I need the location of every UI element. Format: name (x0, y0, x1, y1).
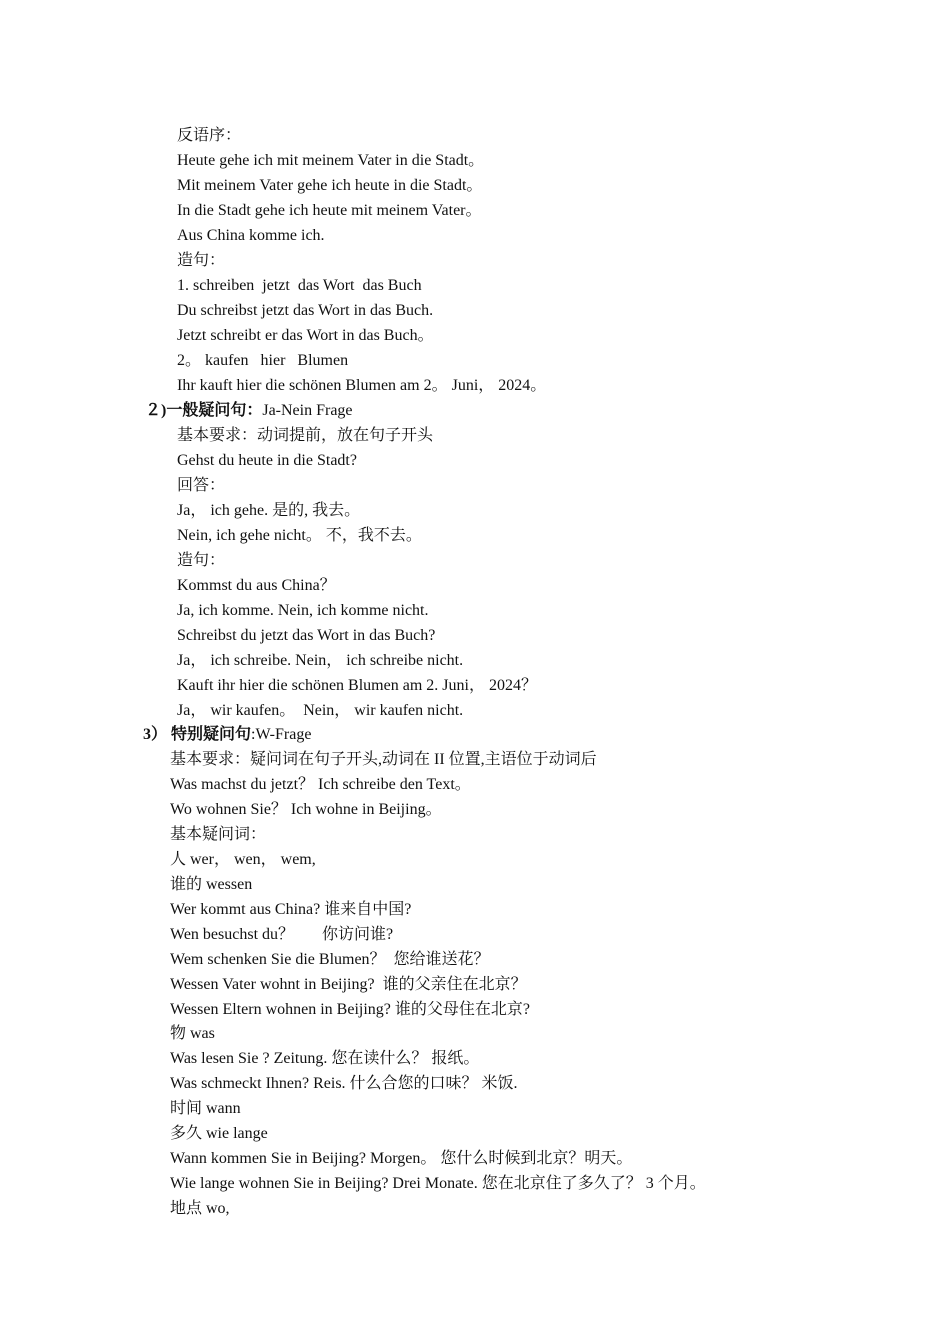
text-line: Kauft ihr hier die schönen Blumen am 2. Juni， 2024？ (177, 677, 537, 694)
text-line: Du schreibst jetzt das Wort in das Buch. (177, 302, 434, 319)
section-heading-rest: Ja-Nein Frage (262, 402, 353, 419)
text-line: 地点 wo, (170, 1200, 230, 1217)
text-line: Jetzt schreibt er das Wort in das Buch。 (177, 327, 434, 344)
text-line: Was lesen Sie ? Zeitung. 您在读什么？ 报纸。 (170, 1050, 480, 1067)
text-line: 时间 wann (170, 1100, 241, 1117)
text-line: 基本要求：动词提前，放在句子开头 (177, 427, 434, 444)
text-line: 造句： (177, 552, 226, 569)
text-line: Kommst du aus China？ (177, 577, 336, 594)
section-heading-bold: ２)一般疑问句： (145, 402, 263, 419)
text-line: Wem schenken Sie die Blumen？ 您给谁送花？ (170, 951, 490, 968)
text-line: Ja， ich gehe. 是的, 我去。 (177, 502, 361, 519)
text-line: Mit meinem Vater gehe ich heute in die Stadt。 (177, 177, 483, 194)
text-line: Was machst du jetzt？ Ich schreibe den Text。 (170, 776, 471, 793)
text-line: 谁的 wessen (170, 876, 253, 893)
text-line: Wer kommt aus China? 谁来自中国? (170, 901, 412, 918)
text-line: 多久 wie lange (170, 1125, 268, 1142)
text-line: Wen besuchst du？ 你访问谁? (170, 926, 394, 943)
text-line: Wann kommen Sie in Beijing? Morgen。 您什么时候到北京？明天。 (170, 1150, 633, 1167)
text-line: Gehst du heute in die Stadt? (177, 452, 357, 469)
text-line: Wessen Vater wohnt in Beijing? 谁的父亲住在北京？ (170, 976, 527, 993)
text-line: 基本要求：疑问词在句子开头,动词在 II 位置,主语位于动词后 (170, 751, 597, 768)
text-line: 反语序： (177, 127, 242, 144)
text-line: 人 wer， wen， wem, (170, 851, 316, 868)
text-line: Ihr kauft hier die schönen Blumen am 2。 Juni， 2024。 (177, 377, 547, 394)
text-line: 1. schreiben jetzt das Wort das Buch (177, 277, 422, 294)
text-line: Ja, ich komme. Nein, ich komme nicht. (177, 602, 429, 619)
section-heading-rest: :W-Frage (251, 726, 312, 743)
section-heading (143, 725, 311, 745)
text-line: 物 was (170, 1025, 215, 1042)
text-line: Schreibst du jetzt das Wort in das Buch? (177, 627, 436, 644)
text-line: 2。 kaufen hier Blumen (177, 352, 349, 369)
text-line: Aus China komme ich. (177, 227, 325, 244)
text-line: In die Stadt gehe ich heute mit meinem Vater。 (177, 202, 482, 219)
text-line: Heute gehe ich mit meinem Vater in die Stadt。 (177, 152, 485, 169)
text-line: Was schmeckt Ihnen? Reis. 什么合您的口味？ 米饭. (170, 1075, 518, 1092)
text-line: Wo wohnen Sie？ Ich wohne in Beijing。 (170, 801, 442, 818)
text-line: Nein, ich gehe nicht。 不，我不去。 (177, 527, 422, 544)
text-line: 回答： (177, 477, 226, 494)
text-line: Wie lange wohnen Sie in Beijing? Drei Monate. 您在北京住了多久了？ 3 个月。 (170, 1175, 706, 1192)
section-heading-bold: 3） 特别疑问句 (143, 726, 252, 743)
section-heading (145, 401, 353, 421)
text-line: Wessen Eltern wohnen in Beijing? 谁的父母住在北京? (170, 1001, 530, 1018)
text-line: Ja， wir kaufen。 Nein， wir kaufen nicht. (177, 702, 464, 719)
text-line: 基本疑问词： (170, 826, 267, 843)
text-line: Ja， ich schreibe. Nein， ich schreibe nicht. (177, 652, 464, 669)
text-line: 造句： (177, 252, 226, 269)
